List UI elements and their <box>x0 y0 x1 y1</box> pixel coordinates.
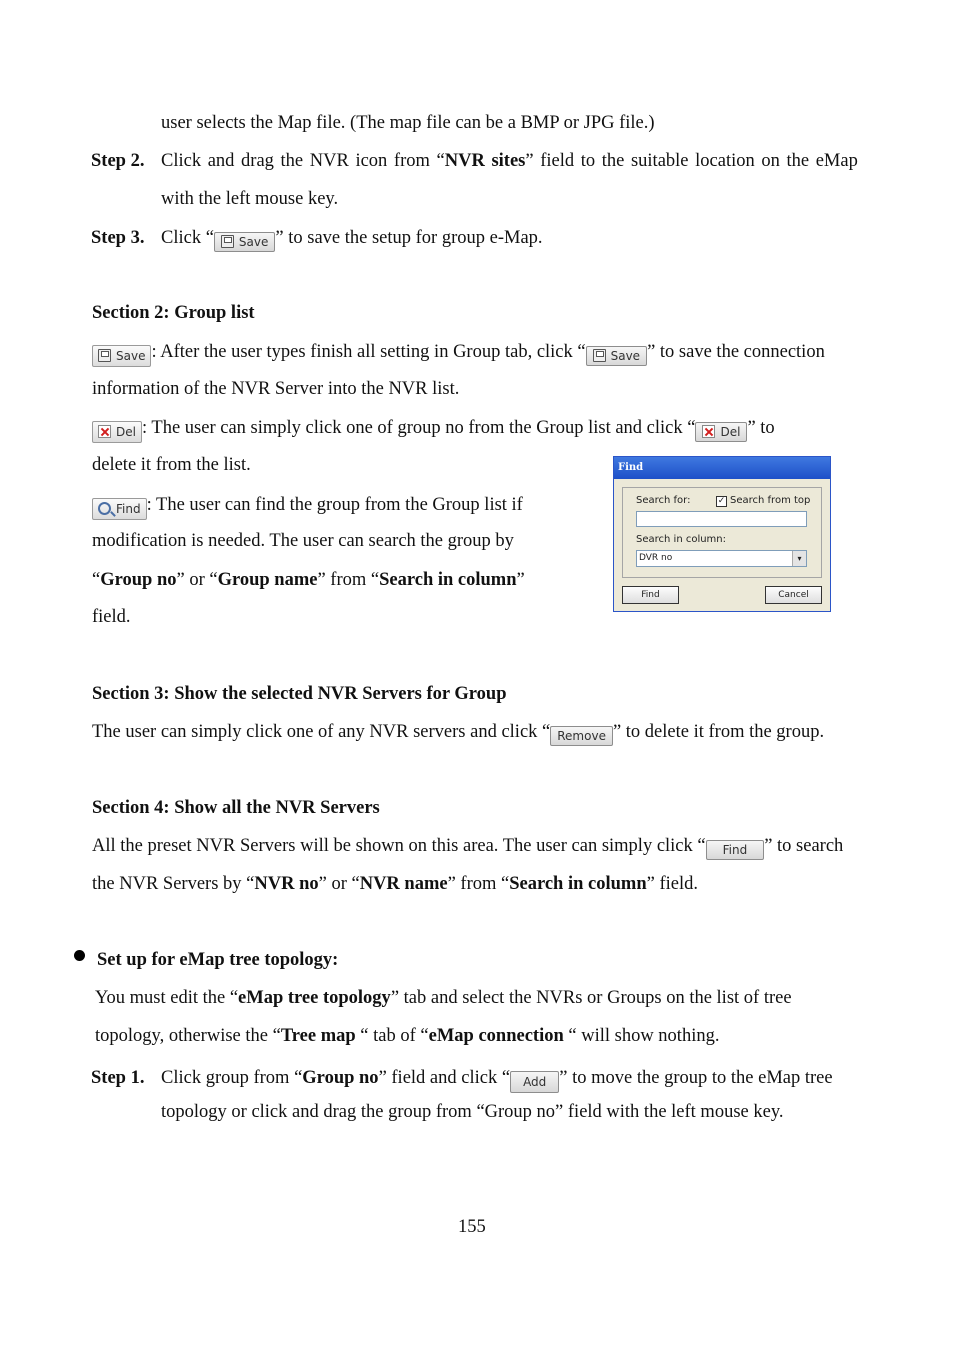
page-number: 155 <box>458 1217 486 1237</box>
find-dialog-group <box>622 487 822 578</box>
emap-step1-label: Step 1. <box>91 1068 145 1088</box>
delete-icon <box>702 425 715 438</box>
column-select[interactable]: DVR no ▾ <box>636 550 807 567</box>
emap-tree-text: You must edit the “eMap tree topology” tab and select the NVRs or Groups on the list of tree <box>95 988 792 1008</box>
map-file-note: user selects the Map file. (The map file can be a BMP or JPG file.) <box>161 113 655 133</box>
del-button-inline: Del <box>695 422 747 442</box>
find-dialog <box>613 456 831 612</box>
search-from-top-label: Search from top <box>730 495 811 506</box>
dialog-find-button[interactable]: Find <box>622 586 679 604</box>
find-button-inline: Find <box>706 840 765 860</box>
section4-text-line2: the NVR Servers by “NVR no” or “NVR name” from “Search in column” field. <box>92 874 698 894</box>
search-for-label: Search for: <box>636 495 691 506</box>
emap-step1-text-line2: topology or click and drag the group from “Group no” field with the left mouse key. <box>161 1102 784 1122</box>
section4-text: All the preset NVR Servers will be shown on this area. The user can simply click “ Find ” to search <box>92 835 843 860</box>
del-description: Del : The user can simply click one of group no from the Group list and click “ Del ” to <box>92 417 775 443</box>
dialog-cancel-button[interactable]: Cancel <box>765 586 822 604</box>
chevron-down-icon: ▾ <box>792 551 806 566</box>
search-for-input[interactable] <box>636 511 807 527</box>
emap-tree-heading: Set up for eMap tree topology: <box>97 950 339 970</box>
search-in-column-label: Search in column: <box>636 534 727 545</box>
save-button-inline: Save <box>586 346 647 366</box>
step2-text: Click and drag the NVR icon from “NVR sites” field to the suitable location on the eMap <box>161 151 858 171</box>
emap-step1-text: Click group from “Group no” field and click “ Add ” to move the group to the eMap tree <box>161 1067 833 1093</box>
bullet-icon <box>74 950 85 961</box>
step2-text-line2: with the left mouse key. <box>161 189 339 209</box>
find-description-line2: modification is needed. The user can search the group by <box>92 531 514 551</box>
save-description-line2: information of the NVR Server into the NVR list. <box>92 379 460 399</box>
step3-label: Step 3. <box>91 228 145 248</box>
remove-button-inline: Remove <box>550 726 613 746</box>
del-button: Del <box>92 421 142 443</box>
save-description: Save : After the user types finish all setting in Group tab, click “ Save ” to save the connection <box>92 341 825 367</box>
emap-tree-text-line2: topology, otherwise the “Tree map “ tab of “eMap connection “ will show nothing. <box>95 1026 720 1046</box>
save-button-inline: Save <box>214 232 275 252</box>
section2-heading: Section 2: Group list <box>92 303 255 323</box>
step2-label: Step 2. <box>91 151 145 171</box>
save-icon <box>98 349 111 362</box>
section4-heading: Section 4: Show all the NVR Servers <box>92 798 380 818</box>
add-button-inline: Add <box>510 1071 559 1093</box>
section3-heading: Section 3: Show the selected NVR Servers for Group <box>92 684 507 704</box>
search-from-top-checkbox[interactable]: ✓ <box>717 496 726 506</box>
find-button: Find <box>92 498 147 520</box>
save-icon <box>593 349 606 362</box>
del-description-line2: delete it from the list. <box>92 455 251 475</box>
find-description: Find : The user can find the group from the Group list if <box>92 494 523 520</box>
find-dialog-title: Find <box>614 457 830 479</box>
save-icon <box>221 235 234 248</box>
magnifier-icon <box>98 502 111 515</box>
step3-text: Click “ Save ” to save the setup for group e-Map. <box>161 227 543 252</box>
delete-icon <box>98 425 111 438</box>
save-button: Save <box>92 345 151 367</box>
find-description-line3: “Group no” or “Group name” from “Search in column” <box>92 570 525 590</box>
section3-text: The user can simply click one of any NVR servers and click “ Remove ” to delete it from the group. <box>92 721 824 746</box>
find-description-line4: field. <box>92 607 131 627</box>
